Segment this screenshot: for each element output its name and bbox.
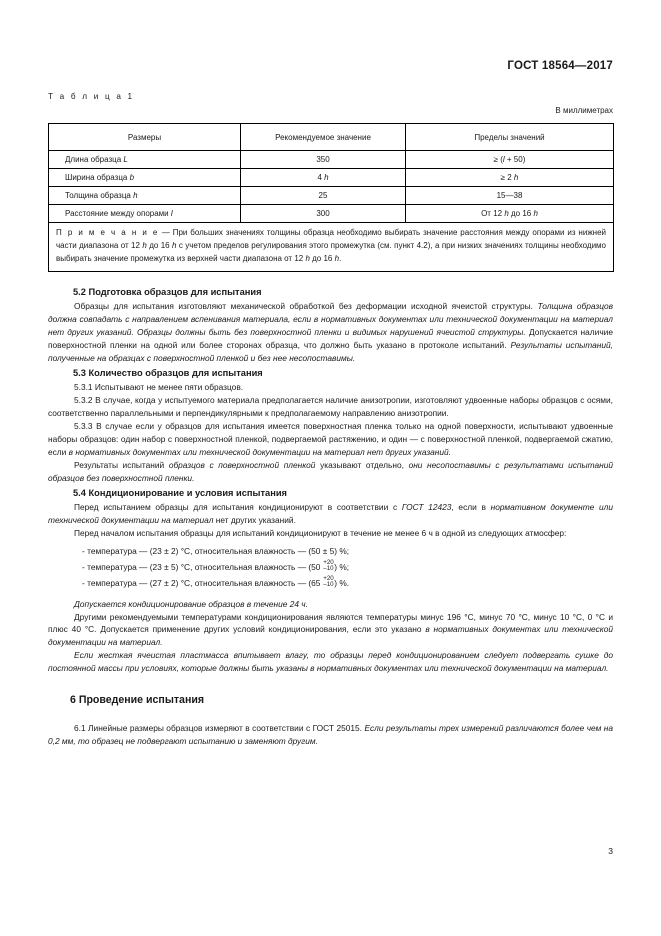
heading-5-4: 5.4 Кондиционирование и условия испытания [73,487,287,498]
tolerance-superscript: +20 [323,574,334,582]
cell-recommended [241,151,406,169]
cell-label-text: Ширина образца [65,173,130,182]
note-text-4: до 16 [309,253,335,263]
spacer [48,709,613,722]
heading-5-3: 5.3 Количество образцов для испытания [73,367,263,378]
spec-table-wrapper [48,123,613,272]
paragraph-5-3-3 [48,420,613,459]
tolerance-subscript: –10 [323,564,334,572]
cell-label [49,187,241,205]
spec-table [48,123,614,272]
cell-recommended [241,187,406,205]
cell-label-text: Длина образца [65,155,124,164]
paragraph-text: нет других указаний. [213,514,296,525]
list-item-text: - температура — (23 ± 2) °С, относительная влажность — (50 ± 5) %; [82,545,350,556]
paragraph-text: Образцы для испытания изготовляют механической обработкой без деформации исходной ячеистой структуры. [74,301,538,311]
cell-limits-tail: + 50) [504,155,526,164]
note-symbol-4: h [334,253,340,263]
table-row [49,169,614,187]
heading-5-2: 5.2 Подготовка образцов для испытания [73,287,262,297]
paragraph-text: Результаты испытаний [74,459,169,470]
page-number: 3 [608,846,613,856]
cell-label-symbol: h [133,191,138,200]
cell-recommended-text: 350 [316,155,330,164]
tolerance-superscript: +20 [323,558,334,566]
cell-limits-symbol: h [513,173,519,182]
spacer [48,675,613,694]
cell-recommended-symbol: h [324,173,329,182]
cell-limits-text: ≥ 2 [500,173,514,182]
tolerance-fraction [323,576,334,588]
cell-limits-symbol-2: h [533,209,538,218]
paragraph-5-3-1: 5.3.1 Испытывают не менее пяти образцов. [74,381,244,392]
cell-label-symbol: b [129,173,135,182]
list-item [48,559,613,575]
paragraph-italic: Если результаты трех измерений различаются более чем на 0,2 мм, то образец не подвергают испытанию и заменяют другим. [48,723,613,747]
note-text-3: с учетом пределов регулирования этого промежутка (см. пункт 4.2), а при низких значениях толщины необходимо выбирать значение промежутка из верхней части диапазона от 12 [56,240,606,263]
col-header-recommended: Рекомендуемое значение [241,124,406,151]
paragraph-5-4-5: Если жесткая ячеистая пластмасса впитывает влагу, то образцы перед кондиционированием следует подвергать сушке до постоянной массы при условиях, которые должны быть указаны в нормативных документах или технической документации на материал. [48,650,613,674]
cell-limits-symbol: l [502,155,505,164]
table-row [49,205,614,223]
paragraph-italic: образцов с поверхностной пленкой [168,459,321,470]
cell-label-symbol: l [170,209,173,218]
cell-limits-tail: до 16 [508,209,534,218]
paragraph-5-4-1 [48,501,613,527]
list-item-tail: ) %. [334,577,350,588]
paragraph-italic: в нормативных документах или технической документации на материал. [48,624,613,648]
cell-limits [406,151,614,169]
note-lead: П р и м е ч а н и е [56,228,159,237]
cell-label-text: Толщина образца [65,191,134,200]
paragraph-text: Другими рекомендуемыми температурами кондиционирования являются температуры минус 196 °С, минус 70 °С, минус 10 °С, 0 °С и плюс 40 °С. Допускается применение других условий кондиционирования, если это указано [48,611,613,635]
paragraph-5-3-4 [48,459,613,485]
table-header-row [49,124,614,151]
paragraph-5-4-4 [48,611,613,650]
paragraph-5-3-2: 5.3.2 В случае, когда у испытуемого материала предполагается наличие анизотропии, изготовляют удвоенные наборы образцов с осями, соответственно параллельными и перпендикулярными к предполагаемому направлению анизотропии. [48,394,613,418]
paragraph-italic: Результаты испытаний, полученные на образцах с поверхностной пленкой и без нее несопоставимы. [48,339,613,363]
note-symbol-3: h [305,253,310,263]
paragraph-text: Допускается наличие поверхностной пленки на одной или более сторонах образца, что должно быть указано в протоколе испытаний. [48,326,613,350]
paragraph-5-4-3: Допускается кондиционирование образцов в течение 24 ч. [74,598,308,609]
table-row [49,151,614,169]
cell-recommended-text: 4 [317,173,325,182]
cell-label [49,151,241,169]
document-body [48,287,613,748]
cell-label-text: Расстояние между опорами [65,209,171,218]
table-note [49,223,614,272]
cell-recommended [241,169,406,187]
table-row [49,187,614,205]
cell-label [49,205,241,223]
paragraph-5-4-2: Перед началом испытания образцы для испытаний кондиционируют в течение не менее 6 ч в одной из следующих атмосфер: [74,527,567,538]
cell-label-symbol: L [123,155,128,164]
cell-limits-text: От 12 [481,209,505,218]
cell-recommended-text: 300 [316,209,330,218]
cell-label [49,169,241,187]
paragraph-italic: в нормативных документах или технической документации на материал нет других указаний. [68,446,451,457]
tolerance-subscript: –10 [323,580,334,588]
note-symbol-2: h [172,240,177,250]
tolerance-fraction [323,560,334,572]
table-note-row [49,223,614,272]
paragraph-italic: Толщина образцов должна совпадать с направлением вспенивания материала, если в нормативных документах или технической документации на материал нет других указаний. Образцы должны быть без поверхностной пленки и видимых нарушений ячеистой структуры. [48,301,613,337]
list-item-text: - температура — (23 ± 5) °С, относительная влажность — (50 [82,561,323,572]
list-item-tail: ) %; [334,561,350,572]
note-text-2: до 16 [146,240,172,250]
paragraph-text: Перед испытанием образцы для испытания кондиционируют в соответствии с [74,501,402,512]
paragraph-text: указывают отдельно, [320,459,409,470]
paragraph-5-2-1 [48,300,613,365]
paragraph-italic: они несопоставимы с результатами испытаний образцов без поверхностной пленки. [48,459,613,483]
note-text-5: . [339,253,342,263]
paragraph-text: 6.1 Линейные размеры образцов измеряют в соответствии с ГОСТ 25015. [74,723,365,734]
table-units-note: В миллиметрах [555,106,613,115]
table-caption: Т а б л и ц а 1 [48,92,135,101]
cell-limits [406,205,614,223]
spacer [48,591,613,598]
cell-limits [406,187,614,205]
list-item-text: - температура — (27 ± 2) °С, относительная влажность — (65 [82,577,323,588]
heading-6: 6 Проведение испытания [70,694,205,707]
paragraph-italic: ГОСТ 12423 [401,501,452,512]
col-header-sizes: Размеры [49,124,241,151]
list-item [48,543,613,559]
list-item [48,575,613,591]
col-header-limits: Пределы значений [406,124,614,151]
cell-recommended-text: 25 [318,191,328,200]
note-text-1: — При больших значениях толщины образца необходимо выбирать значение расстояния между опорами из нижней части диапазона от 12 [56,228,607,250]
paragraph-6-1 [48,722,613,748]
cell-recommended [241,205,406,223]
cell-limits-symbol: h [504,209,509,218]
paragraph-text: 5.3.3 В случае если у образцов для испытания имеется поверхностная пленка только на одной поверхности, испытывают удвоенные наборы образцов: один набор с поверхностной пленкой, подвергаемой растяжению, и один — с поверхностной пленкой, подвергаемой сжатию, если [48,420,613,457]
cell-limits-text: 15—38 [496,191,523,200]
standard-number-header: ГОСТ 18564—2017 [507,60,613,72]
cell-limits [406,169,614,187]
paragraph-italic: нормативном документе или технической документации на материал [48,501,614,525]
atmosphere-conditions-list [48,543,613,591]
cell-limits-text: ≥ ( [493,155,503,164]
paragraph-text: , если в [451,501,491,512]
note-symbol-1: h [142,240,147,250]
